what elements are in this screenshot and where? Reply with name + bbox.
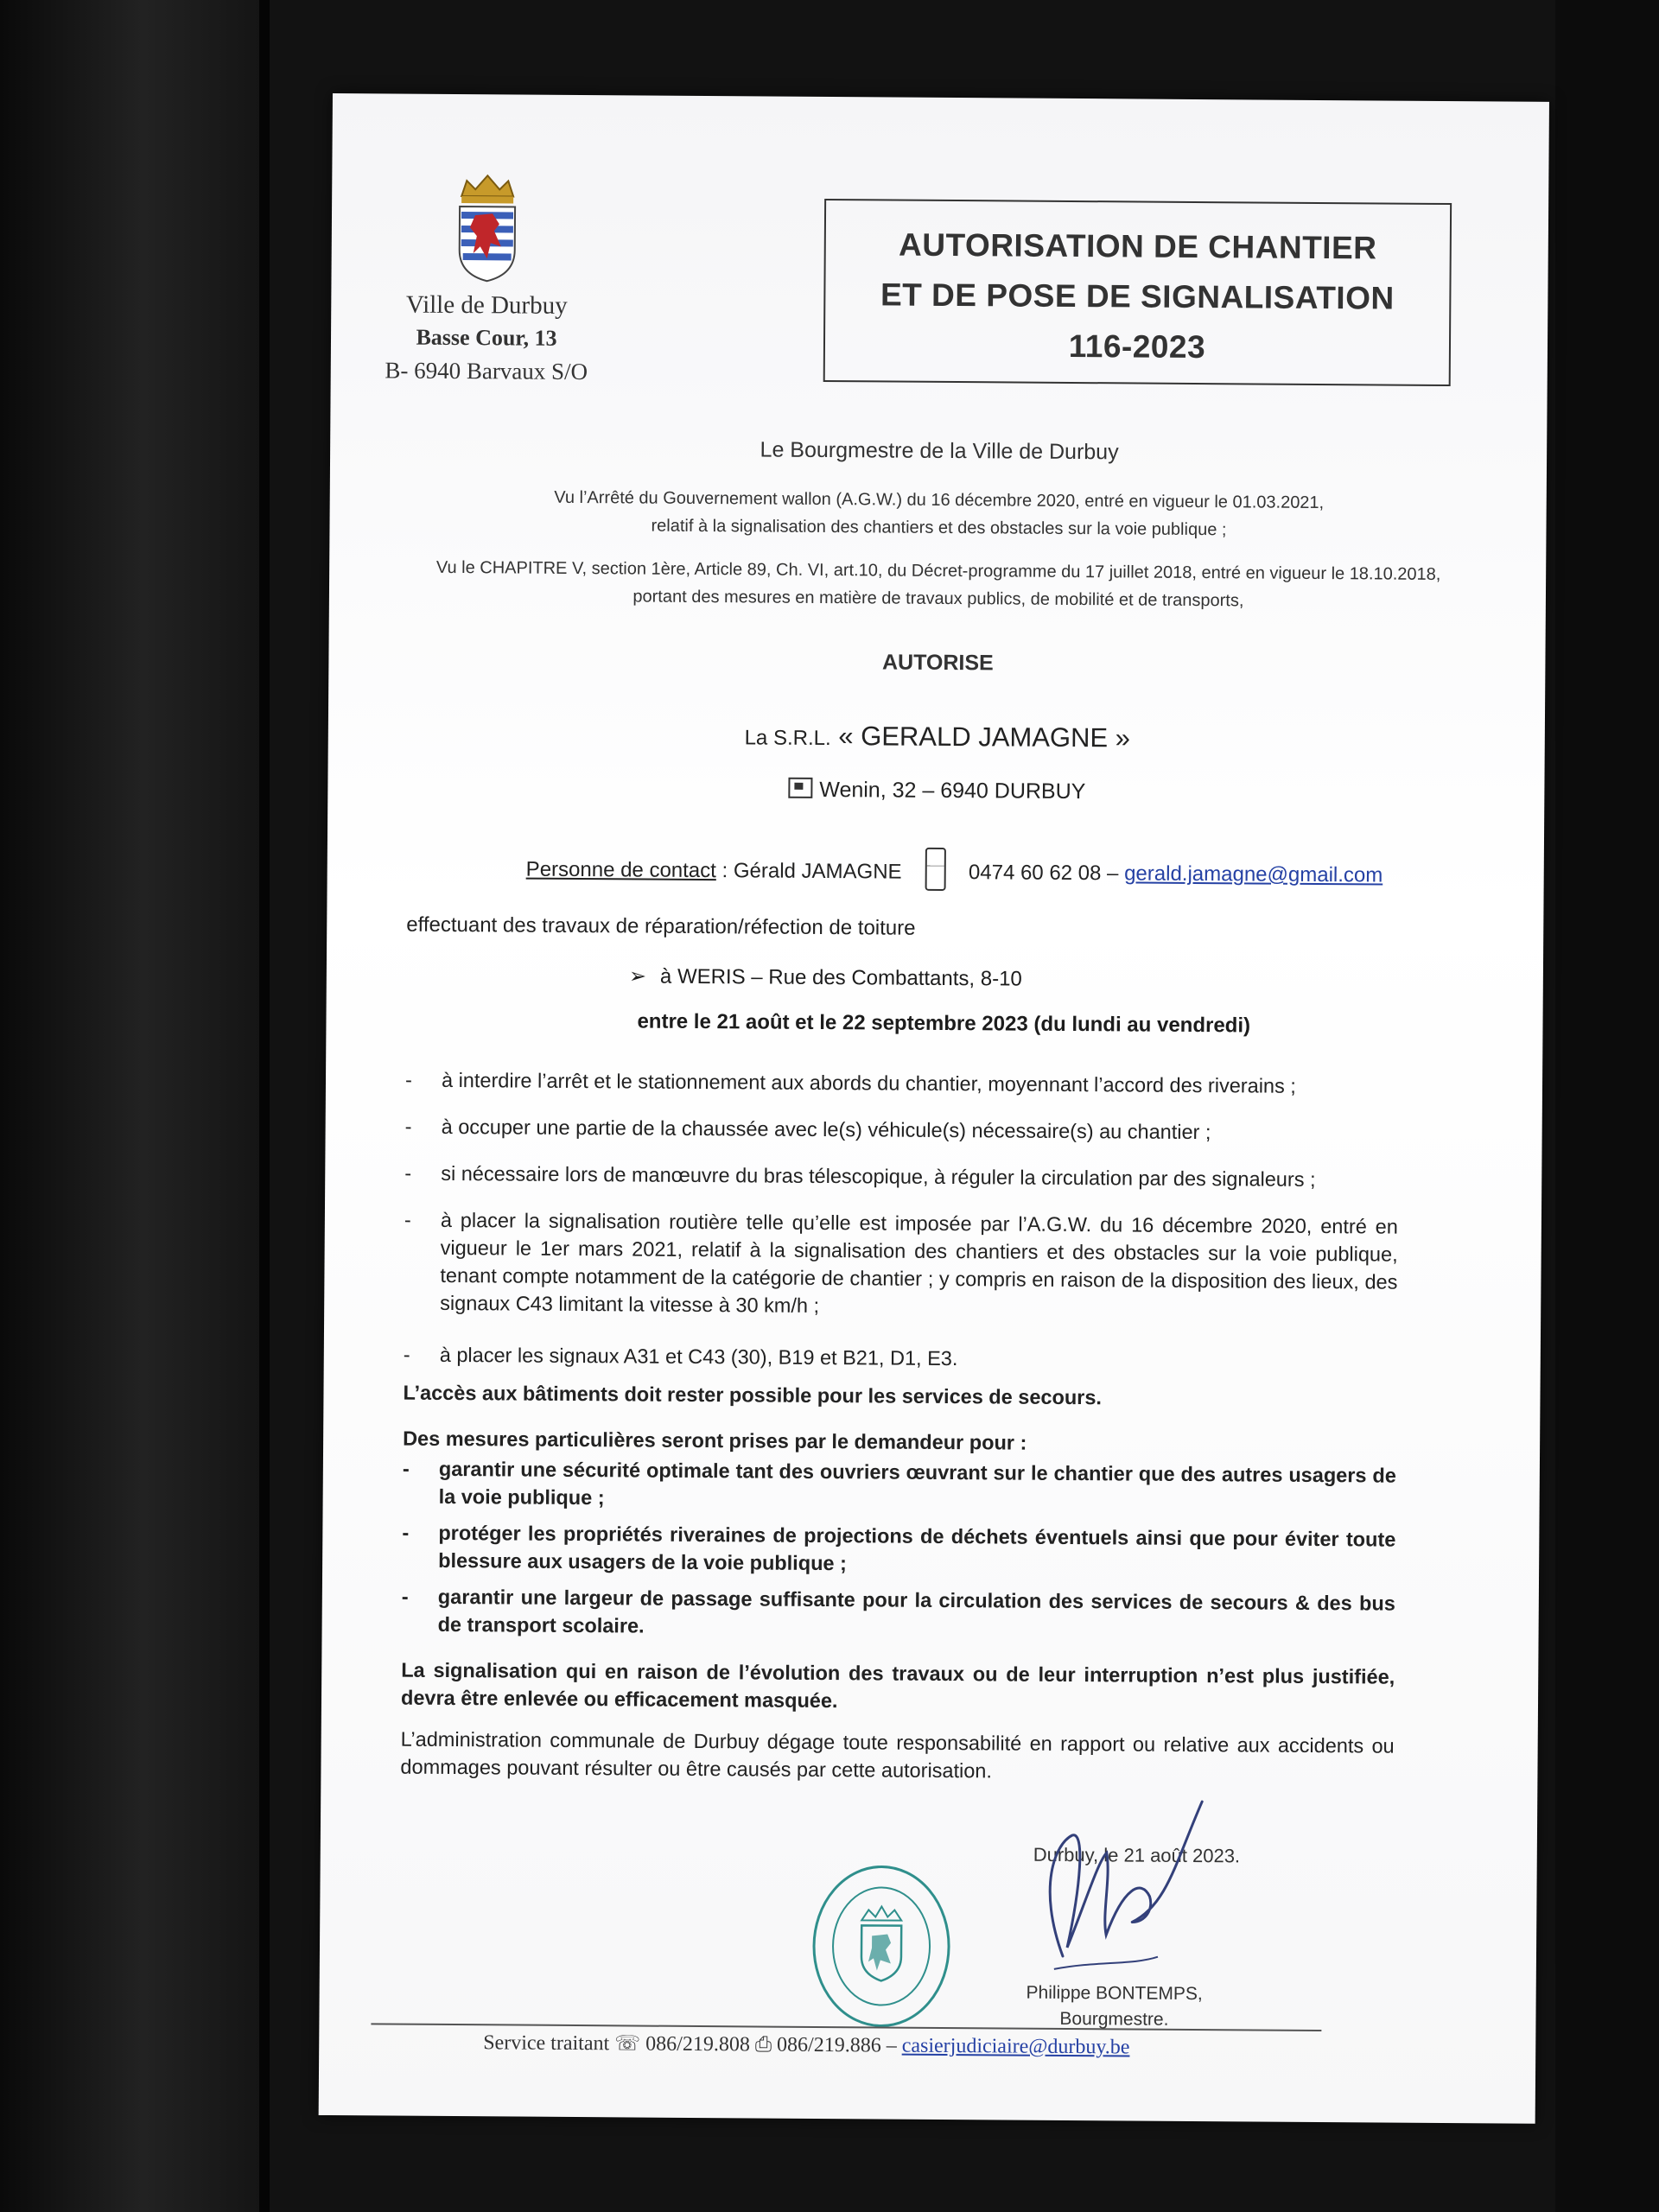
municipality-address xyxy=(365,288,608,388)
phone-icon xyxy=(925,848,945,891)
footer-contact xyxy=(483,2030,1129,2059)
municipality-name: Ville de Durbuy xyxy=(405,290,568,320)
list-item: - protéger les propriétés riveraines de projections de déchets éventuels ainsi que pour éviter toute blessure aux usagers de la voie publique ; xyxy=(402,1521,1396,1575)
contact-line xyxy=(526,845,1383,894)
contact-name: : Gérald JAMAGNE xyxy=(721,859,902,884)
company-address: Wenin, 32 – 6940 DURBUY xyxy=(819,777,1086,804)
signage-note: La signalisation qui en raison de l’évolution des travaux ou de leur interruption n’est plus justifiée, devra être enlevée ou efficacement masquée. xyxy=(400,1658,1395,1713)
fax-icon: ⎙ xyxy=(754,2033,772,2056)
contact-phone: 0474 60 62 08 – xyxy=(968,861,1119,886)
legal-basis-decree-line-1: Vu le CHAPITRE V, section 1ère, Article 89, Ch. VI, art.10, du Décret-programme du 17 juillet 2018, entré en vigueur le 18.10.2018, xyxy=(435,557,1441,584)
title-line-1: AUTORISATION DE CHANTIER xyxy=(898,226,1377,266)
signatory-name: Philippe BONTEMPS, xyxy=(1026,1982,1203,2005)
company-name-line xyxy=(380,717,1495,756)
telephone-icon: ☏ xyxy=(614,2032,641,2056)
handwritten-signature xyxy=(1002,1783,1220,2000)
location-text: à WERIS – Rue des Combattants, 8-10 xyxy=(659,964,1022,991)
measures-intro: Des mesures particulières seront prises par le demandeur pour : xyxy=(403,1427,1027,1454)
municipality-street: Basse Cour, 13 xyxy=(416,324,557,351)
municipality-city: B- 6940 Barvaux S/O xyxy=(385,357,588,385)
works-description: effectuant des travaux de réparation/réfection de toiture xyxy=(406,912,916,940)
legal-basis-decree xyxy=(381,553,1496,616)
company-prefix: La S.R.L. xyxy=(744,726,831,751)
mail-icon xyxy=(788,778,812,798)
signatory-role: Bourgmestre. xyxy=(1059,2008,1169,2030)
municipal-seal-icon xyxy=(807,1859,955,2033)
works-location xyxy=(629,963,1022,991)
document-title-box xyxy=(823,199,1452,386)
list-item: - garantir une sécurité optimale tant des ouvriers œuvrant sur le chantier que des autres usagers de la voie publique ; xyxy=(402,1457,1396,1510)
access-note: L’accès aux bâtiments doit rester possible pour les services de secours. xyxy=(403,1381,1103,1409)
list-item: - garantir une largeur de passage suffisante pour la circulation des services de secours & des bus de transport scolaire. xyxy=(401,1585,1395,1637)
list-item: - à interdire l’arrêt et le stationnement aux abords du chantier, moyennant l’accord des riverains ; xyxy=(404,1068,1296,1097)
list-item: - à placer les signaux A31 et C43 (30), B19 et B21, D1, E3. xyxy=(403,1343,958,1370)
authorization-list xyxy=(403,1066,1399,1370)
liability-note: L’administration communale de Durbuy dégage toute responsabilité en rapport ou relative aux accidents ou dommages pouvant résulter ou être causés par cette autorisation. xyxy=(400,1727,1395,1783)
list-item: - à placer la signalisation routière telle qu’elle est imposée par l’A.G.W. du 16 décembre 2020, entré en vigueur le 1er mars 2021, relatif à la signalisation des chantiers et des obstacles sur la voie publique, tenant compte notamment de la catégorie de chantier ; y compris en raison de la disposition des lieux, des signaux C43 limitant la vitesse à 30 km/h ; xyxy=(404,1208,1398,1317)
footer-fax: 086/219.886 – xyxy=(776,2033,897,2057)
signature-place-date: Durbuy, le 21 août 2023. xyxy=(1033,1843,1241,1867)
contact-label: Personne de contact xyxy=(525,857,716,883)
company-name: « GERALD JAMAGNE » xyxy=(838,721,1131,753)
legal-basis-agw-line-2: relatif à la signalisation des chantiers et des obstacles sur la voie publique ; xyxy=(651,516,1227,540)
durbuy-coat-of-arms-icon xyxy=(452,163,522,285)
list-item: - à occuper une partie de la chaussée avec le(s) véhicule(s) nécessaire(s) au chantier ; xyxy=(404,1115,1211,1144)
list-item: - si nécessaire lors de manœuvre du bras télescopique, à réguler la circulation par des signaleurs ; xyxy=(404,1161,1316,1191)
signatory xyxy=(1023,1980,1205,2033)
arrow-bullet-icon: ➢ xyxy=(628,964,647,988)
legal-basis-agw-line-1: Vu l’Arrêté du Gouvernement wallon (A.G.W.) du 16 décembre 2020, entré en vigueur le 01.03.2021, xyxy=(554,487,1325,513)
mayor-heading: Le Bourgmestre de la Ville de Durbuy xyxy=(760,437,1119,465)
authorise-heading: AUTORISE xyxy=(881,650,994,676)
title-reference: 116-2023 xyxy=(1068,327,1206,365)
legal-basis-agw xyxy=(381,482,1496,545)
document-page xyxy=(319,93,1549,2124)
footer-email-link[interactable]: casierjudiciaire@durbuy.be xyxy=(901,2034,1130,2059)
footer-phone: 086/219.808 xyxy=(645,2032,750,2056)
legal-basis-decree-line-2: portant des mesures en matière de travaux publics, de mobilité et de transports, xyxy=(632,587,1244,611)
company-address-line xyxy=(379,774,1494,807)
title-line-2: ET DE POSE DE SIGNALISATION xyxy=(880,276,1395,316)
footer-label: Service traitant xyxy=(483,2031,610,2056)
device-bezel-left xyxy=(0,0,259,2212)
device-bezel-divider xyxy=(259,0,270,2212)
device-bezel-right xyxy=(1555,0,1659,2212)
contact-email-link[interactable]: gerald.jamagne@gmail.com xyxy=(1124,861,1383,887)
works-dates: entre le 21 août et le 22 septembre 2023 (du lundi au vendredi) xyxy=(637,1009,1251,1038)
